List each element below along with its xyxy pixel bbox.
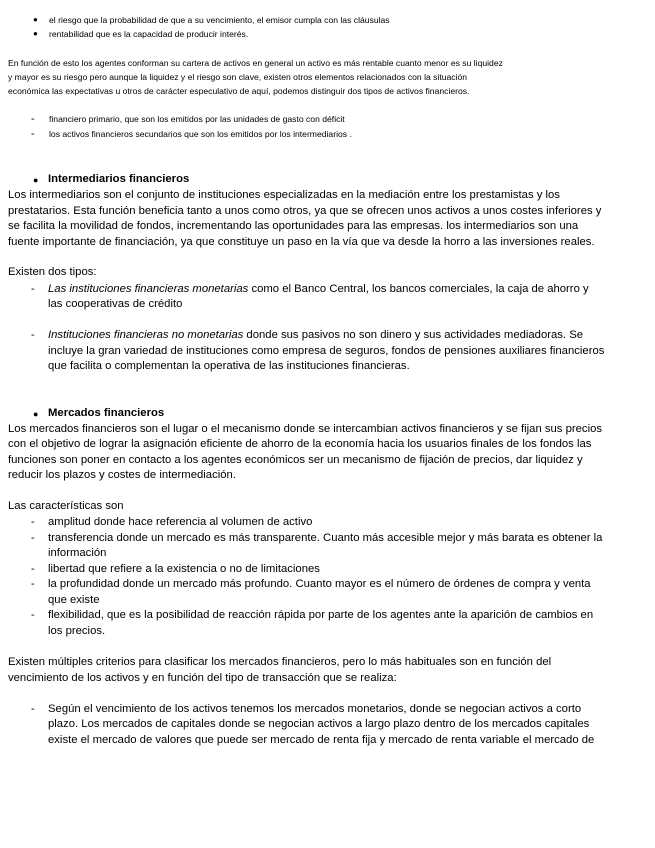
criteria-line: vencimiento de los activos y en función del tipo de transacción que se realiza: [8,672,397,684]
intro-line: En función de esto los agentes conforman su cartera de activos en general un activo es más rentable cuanto menor es su liquidez [8,58,503,68]
dash-marker: - [31,609,35,621]
type-monetary-line2: las cooperativas de crédito [48,298,183,310]
type-non-monetary-line3: que facilita o complementan la operativa de las instituciones financieras. [48,360,410,372]
dash-marker: - [31,329,35,341]
dash-marker: - [31,113,35,125]
intermediarios-heading: Intermediarios financieros [48,173,190,185]
maturity-line: plazo. Los mercados de capitales donde se negocian activos a largo plazo dentro de los mercados capitales [48,718,590,730]
bullet-dot: ● [33,409,39,419]
intermediarios-line: Los intermediarios son el conjunto de instituciones especializadas en la mediación entre los prestamistas y los [8,189,560,201]
type-non-monetary-italic: Instituciones financieras no monetarias [48,329,244,341]
maturity-line: Según el vencimiento de los activos tenemos los mercados monetarios, donde se negocian activos a corto [48,703,582,715]
type-non-monetary-line2: incluye la gran variedad de instituciones como empresa de seguros, fondos de pensiones auxiliares financieros [48,345,605,357]
type-monetary-italic: Las instituciones financieras monetarias [48,283,249,295]
feature-libertad: libertad que refiere a la existencia o no de limitaciones [48,563,320,575]
feature-transferencia-line2: información [48,547,107,559]
intro-line: económica las expectativas u otros de carácter especulativo de aquí, podemos distinguir dos tipos de activos financieros. [8,86,470,96]
asset-type-primary: financiero primario, que son los emitidos por las unidades de gasto con déficit [49,114,345,124]
profitability-bullet: rentabilidad que es la capacidad de producir interés. [49,29,249,39]
intro-line: y mayor es su riesgo pero aunque la liquidez y el riesgo son clave, existen otros elementos relacionados con la situación [8,72,468,82]
dash-marker: - [31,516,35,528]
intermediarios-line: prestatarios. Esta función beneficia tanto a unos como otros, ya que se ofrecen unos activos a unos costes inferiores y [8,205,602,217]
type-monetary-rest: como el Banco Central, los bancos comerciales, la caja de ahorro y [248,283,589,295]
feature-amplitud: amplitud donde hace referencia al volumen de activo [48,516,313,528]
mercados-line: funciones son poner en contacto a los agentes económicos ser un mecanismo de fijación de precios, dar liquidez y [8,454,583,466]
types-intro: Existen dos tipos: [8,266,97,278]
risk-bullet: el riesgo que la probabilidad de que a su vencimiento, el emisor cumpla con las cláusulas [49,15,390,25]
bullet-dot: ● [33,29,38,38]
dash-marker: - [31,563,35,575]
bullet-dot: ● [33,175,39,185]
dash-marker: - [31,532,35,544]
type-non-monetary-rest: donde sus pasivos no son dinero y sus actividades mediadoras. Se [243,329,584,341]
dash-marker: - [31,703,35,715]
mercados-line: reducir los plazos y costes de intermediación. [8,469,236,481]
feature-profundidad: la profundidad donde un mercado más profundo. Cuanto mayor es el número de órdenes de compra y venta [48,578,591,590]
bullet-dot: ● [33,15,38,24]
asset-type-secondary: los activos financieros secundarios que son los emitidos por los intermediarios . [49,129,352,139]
dash-marker: - [31,578,35,590]
feature-flexibilidad: flexibilidad, que es la posibilidad de reacción rápida por parte de los agentes ante la aparición de cambios en [48,609,594,621]
maturity-line: existe el mercado de valores que puede ser mercado de renta fija y mercado de renta variable el mercado de [48,734,595,746]
criteria-line: Existen múltiples criterios para clasificar los mercados financieros, pero lo más habituales son en función del [8,656,552,668]
feature-flexibilidad-line2: los precios. [48,625,106,637]
mercados-line: Los mercados financieros son el lugar o el mecanismo donde se intercambian activos financieros y se fijan sus precios [8,423,603,435]
type-non-monetary [48,328,583,342]
feature-transferencia: transferencia donde un mercado es más transparente. Cuanto más accesible mejor y más barata es obtener la [48,532,603,544]
dash-marker: - [31,128,35,140]
features-intro: Las características son [8,500,124,512]
feature-profundidad-line2: que existe [48,594,100,606]
dash-marker: - [31,283,35,295]
intermediarios-line: fuente importante de financiación, ya que constituye un paso en la vía que va desde la horro a las inversiones reales. [8,236,595,248]
intermediarios-line: se facilita la movilidad de fondos, incrementando las oportunidades para las empresas. los intermediarios son una [8,220,579,232]
mercados-heading: Mercados financieros [48,407,165,419]
type-monetary [48,282,589,296]
mercados-line: con el objetivo de lograr la asignación eficiente de ahorro de la economía hacia los usuarios finales de los fondos las [8,438,592,450]
